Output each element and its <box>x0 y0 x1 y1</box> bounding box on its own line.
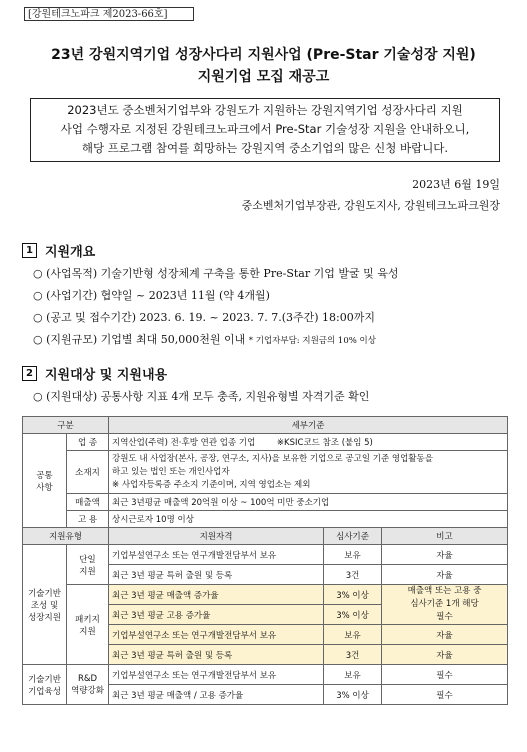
common-key-revenue: 매출액 <box>67 494 109 511</box>
eligibility-table <box>22 416 508 705</box>
title-line-1: 23년 강원지역기업 성장사다리 지원사업 (Pre-Star 기술성장 지원) <box>51 47 476 63</box>
package-note-4: 자율 <box>382 645 508 665</box>
single-review-1: 보유 <box>324 545 382 565</box>
overview-scale-note: * 기업자부담: 지원금의 10% 이상 <box>248 336 376 346</box>
common-label: 공통 사항 <box>23 434 67 528</box>
common-key-industry: 업 종 <box>67 434 109 451</box>
header-category: 구분 <box>23 417 109 434</box>
rnd-qual-2: 최근 3년 평균 매출액 / 고용 증가율 <box>109 685 324 705</box>
section-1-number: 1 <box>22 243 37 258</box>
package-review-3: 보유 <box>324 625 382 645</box>
location-line-2: 하고 있는 법인 또는 개인사업자 <box>112 466 230 477</box>
package-review-2: 3% 이상 <box>324 605 382 625</box>
single-support-label: 단일 지원 <box>67 545 109 585</box>
package-qual-1: 최근 3년 평균 매출액 증가율 <box>109 585 324 605</box>
header-note: 비고 <box>382 528 508 545</box>
rnd-qual-1: 기업부설연구소 또는 연구개발전담부서 보유 <box>109 665 324 685</box>
header-review: 심사기준 <box>324 528 382 545</box>
package-note-line-3: 필수 <box>436 612 453 622</box>
rnd-review-1: 보유 <box>324 665 382 685</box>
package-note-3: 자율 <box>382 625 508 645</box>
overview-application-period: ○ (공고 및 접수기간) 2023. 6. 19. ~ 2023. 7. 7.(3주간) 18:00까지 <box>33 311 375 324</box>
package-note-line-2: 심사기준 1개 해당 <box>410 599 479 609</box>
announcement-date: 2023년 6월 19일 <box>412 178 500 191</box>
package-qual-2: 최근 3년 평균 고용 증가율 <box>109 605 324 625</box>
intro-line-3: 해당 프로그램 참여를 희망하는 강원지역 중소기업의 많은 신청 바랍니다. <box>81 141 449 155</box>
overview-scale <box>33 331 376 347</box>
package-qual-4: 최근 3년 평균 특허 출원 및 등록 <box>109 645 324 665</box>
package-note-merged <box>382 585 508 625</box>
location-line-1: 강원도 내 사업장(본사, 공장, 연구소, 지사)을 보유한 기업으로 공고일 기준 영업활동을 <box>112 453 433 464</box>
group-nurturing-label: 기술기반 기업육성 <box>23 665 67 705</box>
rnd-note-1: 필수 <box>382 665 508 685</box>
package-note-line-1: 매출액 또는 고용 중 <box>407 586 482 596</box>
common-value-industry: 지역산업(주력) 전·후방 연관 업종 기업 ※KSIC코드 참조 (붙임 5) <box>109 434 508 451</box>
eligibility-summary: ○ (지원대상) 공통사항 지표 4개 모두 충족, 지원유형별 자격기준 확인 <box>33 390 370 403</box>
document-number: [강원테크노파크 제2023-66호] <box>24 7 194 21</box>
single-qual-1: 기업부설연구소 또는 연구개발전담부서 보유 <box>109 545 324 565</box>
section-1-title: 지원개요 <box>45 245 96 260</box>
single-review-2: 3건 <box>324 565 382 585</box>
intro-box <box>30 98 500 162</box>
single-note-1: 자율 <box>382 545 508 565</box>
overview-period: ○ (사업기간) 협약일 ~ 2023년 11월 (약 4개월) <box>33 289 270 302</box>
overview-scale-text: ○ (지원규모) 기업별 최대 50,000천원 이내 <box>33 333 246 346</box>
common-value-location <box>109 451 508 494</box>
overview-purpose: ○ (사업목적) 기술기반형 성장체계 구축을 통한 Pre-Star 기업 발굴 및 육성 <box>33 267 399 280</box>
package-qual-3: 기업부설연구소 또는 연구개발전담부서 보유 <box>109 625 324 645</box>
title-line-2: 지원기업 모집 재공고 <box>197 69 330 85</box>
header-criteria: 세부기준 <box>109 417 508 434</box>
intro-line-2: 사업 수행자로 지정된 강원테크노파크에서 Pre-Star 기술성장 지원을 안내하오니, <box>60 122 470 136</box>
single-note-2: 자율 <box>382 565 508 585</box>
header-support-type: 지원유형 <box>23 528 109 545</box>
group-growth-label: 기술기반 조성 및 성장지원 <box>23 545 67 665</box>
package-support-label: 패키지 지원 <box>67 585 109 665</box>
common-key-employment: 고 용 <box>67 511 109 528</box>
common-key-location: 소재지 <box>67 451 109 494</box>
section-2-heading <box>22 364 167 383</box>
section-1-heading <box>22 241 95 260</box>
common-value-revenue: 최근 3년평균 매출액 20억원 이상 ~ 100억 미만 중소기업 <box>109 494 508 511</box>
rnd-label: R&D 역량강화 <box>67 665 109 705</box>
signatories: 중소벤처기업부장관, 강원도지사, 강원테크노파크원장 <box>241 199 500 212</box>
package-review-4: 3건 <box>324 645 382 665</box>
rnd-review-2: 3% 이상 <box>324 685 382 705</box>
common-value-employment: 상시근로자 10명 이상 <box>109 511 508 528</box>
location-line-3: ※ 사업자등록증 주소지 기준이며, 지역 영업소는 제외 <box>112 479 311 490</box>
header-qualification: 지원자격 <box>109 528 324 545</box>
rnd-note-2: 필수 <box>382 685 508 705</box>
intro-line-1: 2023년도 중소벤처기업부와 강원도가 지원하는 강원지역기업 성장사다리 지원 <box>67 103 463 117</box>
section-2-number: 2 <box>22 366 37 381</box>
section-2-title: 지원대상 및 지원내용 <box>45 368 168 383</box>
single-qual-2: 최근 3년 평균 특허 출원 및 등록 <box>109 565 324 585</box>
package-review-1: 3% 이상 <box>324 585 382 605</box>
